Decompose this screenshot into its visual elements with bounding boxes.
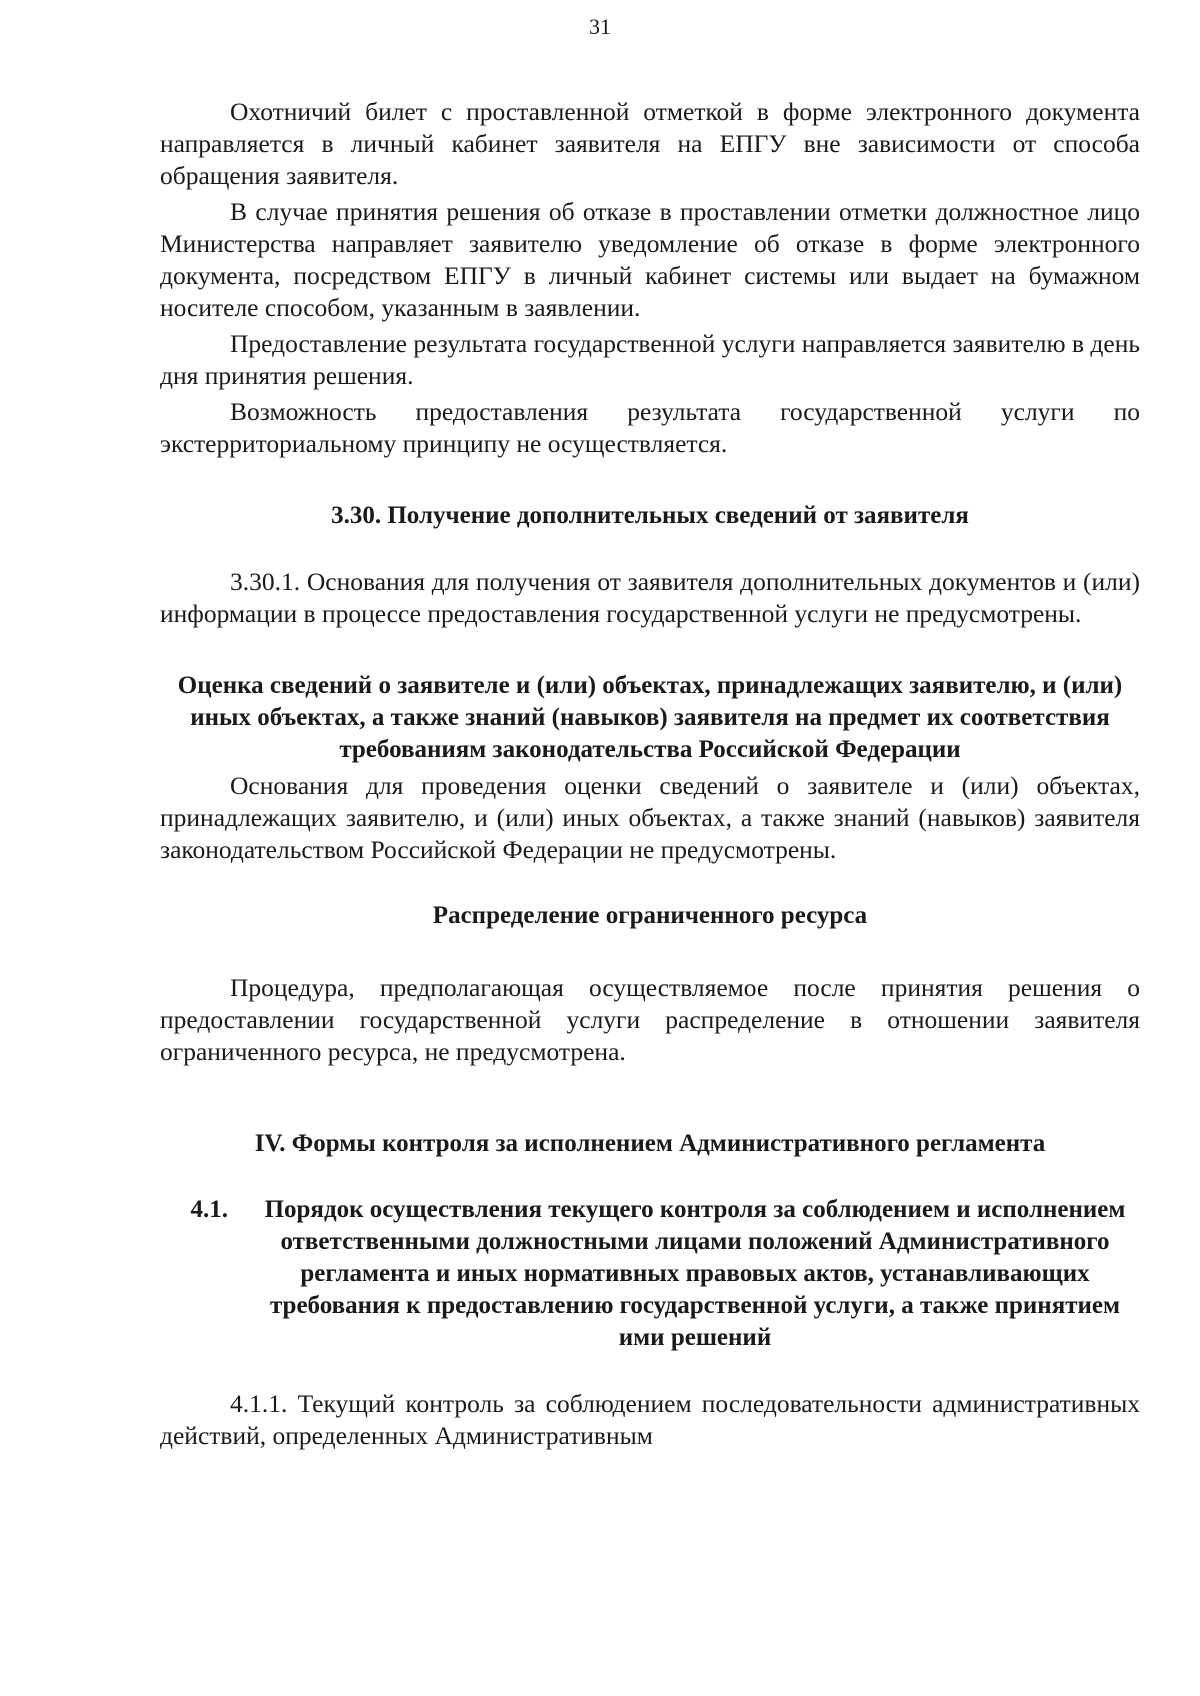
- paragraph-3-30-1: 3.30.1. Основания для получения от заявителя дополнительных документов и (или) информации в процессе предоставления государственной услуги не предусмотрены.: [160, 567, 1140, 628]
- heading-limited-resource: Распределение ограниченного ресурса: [432, 902, 868, 929]
- document-body: [160, 96, 1140, 1452]
- paragraph-refusal-notice: В случае принятия решения об отказе в проставлении отметки должностное лицо Министерства направляет заявителю уведомление об отказе в форме электронного документа, посредством ЕПГУ в личный кабинет системы или выдает на бумажном носителе способом, указанным в заявлении.: [160, 197, 1140, 322]
- heading-assessment: Оценка сведений о заявителе и (или) объектах, принадлежащих заявителю, и (или) иных объектах, а также знаний (навыков) заявителя на предмет их соответствия требованиям законодательства Российской Федерации: [177, 672, 1123, 763]
- paragraph-hunting-ticket: Охотничий билет с проставленной отметкой в форме электронного документа направляется в личный кабинет заявителя на ЕПГУ вне зависимости от способа обращения заявителя.: [160, 97, 1140, 190]
- heading-4-1-number: 4.1.: [190, 1196, 228, 1223]
- page-number: 31: [589, 14, 611, 39]
- paragraph-4-1-1: 4.1.1. Текущий контроль за соблюдением последовательности административных действий, определенных Административным: [160, 1389, 1140, 1450]
- heading-3-30: 3.30. Получение дополнительных сведений от заявителя: [331, 502, 969, 529]
- heading-4-1-text: Порядок осуществления текущего контроля за соблюдением и исполнением ответственными должностными лицами положений Административного регламента и иных нормативных правовых актов, устанавливающих требования к предоставлению государственной услуги, а также принятием ими решений: [264, 1196, 1126, 1351]
- heading-section-iv: IV. Формы контроля за исполнением Административного регламента: [254, 1130, 1046, 1157]
- heading-4-1: [160, 1194, 1140, 1354]
- paragraph-result-delivery: Предоставление результата государственной услуги направляется заявителю в день дня принятия решения.: [160, 329, 1140, 390]
- paragraph-assessment: Основания для проведения оценки сведений о заявителе и (или) объектах, принадлежащих заявителю, и (или) иных объектах, а также знаний (навыков) заявителя законодательством Российской Федерации не предусмотрены.: [160, 771, 1140, 864]
- paragraph-limited-resource: Процедура, предполагающая осуществляемое после принятия решения о предоставлении государственной услуги распределение в отношении заявителя ограниченного ресурса, не предусмотрена.: [160, 973, 1140, 1066]
- paragraph-extraterritorial: Возможность предоставления результата государственной услуги по экстерриториальному принципу не осуществляется.: [160, 397, 1140, 458]
